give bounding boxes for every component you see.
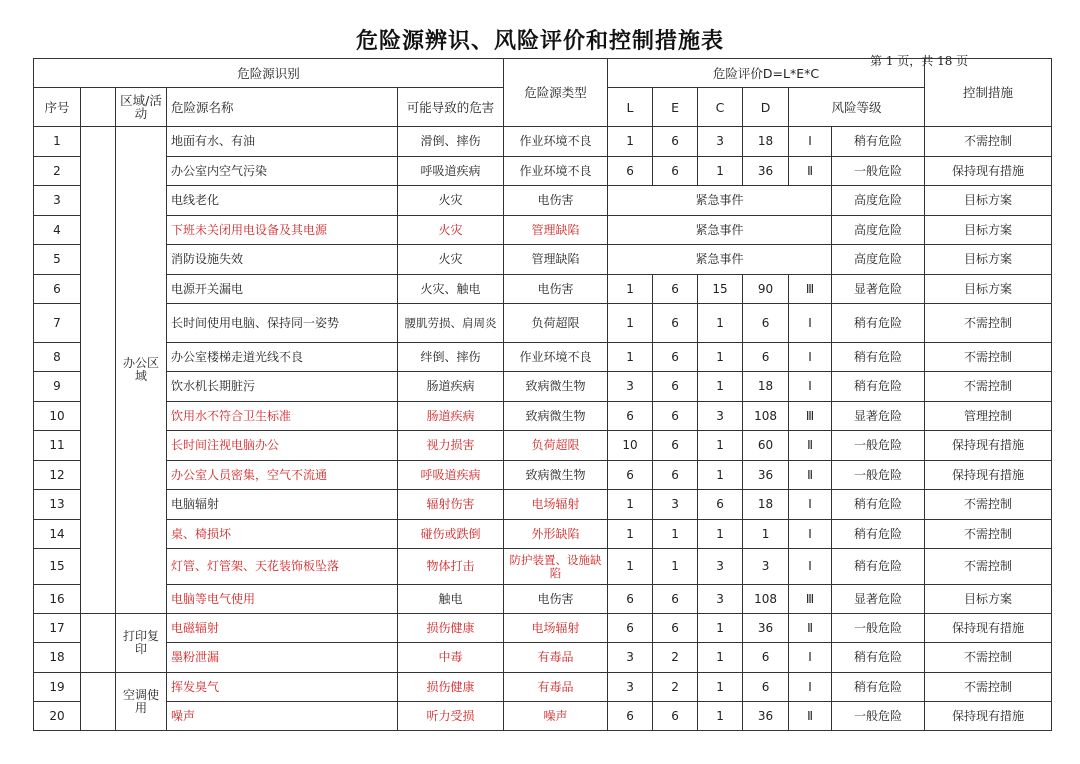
control-measure: 目标方案	[925, 216, 1052, 245]
value-E: 6	[653, 343, 698, 372]
hazard-type: 电伤害	[504, 275, 608, 304]
risk-grade: Ⅲ	[789, 585, 832, 614]
value-C: 3	[698, 549, 743, 585]
value-C: 1	[698, 461, 743, 490]
hazard-name: 办公室人员密集，空气不流通	[167, 461, 398, 490]
area-cell: 打印复印	[116, 614, 167, 673]
risk-level: 稍有危险	[832, 343, 925, 372]
table-row	[34, 372, 1052, 402]
risk-grade: Ⅰ	[789, 343, 832, 372]
row-number: 13	[34, 490, 81, 520]
value-L: 6	[608, 702, 653, 731]
value-D: 18	[743, 372, 789, 402]
value-E: 6	[653, 275, 698, 304]
risk-level: 显著危险	[832, 402, 925, 431]
risk-level: 稍有危险	[832, 372, 925, 402]
value-L: 1	[608, 275, 653, 304]
risk-grade: Ⅰ	[789, 304, 832, 343]
row-number: 16	[34, 585, 81, 614]
hazard-name: 办公室楼梯走道光线不良	[167, 343, 398, 372]
emergency-event: 紧急事件	[608, 216, 832, 245]
value-L: 3	[608, 673, 653, 702]
hazard-type: 有毒品	[504, 643, 608, 673]
value-E: 6	[653, 461, 698, 490]
value-D: 36	[743, 702, 789, 731]
risk-grade: Ⅰ	[789, 643, 832, 673]
table-row	[34, 614, 1052, 643]
row-number: 8	[34, 343, 81, 372]
value-D: 36	[743, 614, 789, 643]
value-L: 6	[608, 402, 653, 431]
area-cell: 办公区域	[116, 127, 167, 614]
header-risk-level: 风险等级	[789, 88, 925, 127]
value-C: 1	[698, 614, 743, 643]
value-D: 1	[743, 520, 789, 549]
possible-harm: 物体打击	[398, 549, 504, 585]
control-measure: 目标方案	[925, 245, 1052, 275]
value-C: 3	[698, 585, 743, 614]
risk-level: 稍有危险	[832, 127, 925, 157]
hazard-name: 饮水机长期脏污	[167, 372, 398, 402]
hazard-name: 噪声	[167, 702, 398, 731]
hazard-type: 致病微生物	[504, 372, 608, 402]
hazard-name: 灯管、灯管架、天花装饰板坠落	[167, 549, 398, 585]
control-measure: 保持现有措施	[925, 461, 1052, 490]
table-row	[34, 216, 1052, 245]
table-row	[34, 304, 1052, 343]
value-C: 1	[698, 643, 743, 673]
possible-harm: 视力损害	[398, 431, 504, 461]
value-D: 6	[743, 343, 789, 372]
value-E: 6	[653, 157, 698, 186]
control-measure: 管理控制	[925, 402, 1052, 431]
possible-harm: 损伤健康	[398, 614, 504, 643]
value-C: 1	[698, 702, 743, 731]
header-seq: 序号	[34, 88, 81, 127]
header-hazard-type: 危险源类型	[504, 59, 608, 127]
hazard-name: 电源开关漏电	[167, 275, 398, 304]
hazard-type: 作业环境不良	[504, 157, 608, 186]
hazard-name: 电脑辐射	[167, 490, 398, 520]
row-number: 11	[34, 431, 81, 461]
value-C: 1	[698, 673, 743, 702]
hazard-name: 挥发臭气	[167, 673, 398, 702]
row-number: 2	[34, 157, 81, 186]
risk-grade: Ⅱ	[789, 614, 832, 643]
risk-level: 稍有危险	[832, 643, 925, 673]
table-row	[34, 549, 1052, 585]
value-C: 1	[698, 157, 743, 186]
possible-harm: 绊倒、摔伤	[398, 343, 504, 372]
header-control-measures: 控制措施	[925, 59, 1052, 127]
control-measure: 保持现有措施	[925, 431, 1052, 461]
value-E: 6	[653, 431, 698, 461]
value-D: 6	[743, 304, 789, 343]
hazard-name: 办公室内空气污染	[167, 157, 398, 186]
hazard-type: 负荷超限	[504, 304, 608, 343]
hazard-type: 防护装置、设施缺陷	[504, 549, 608, 585]
hazard-type: 管理缺陷	[504, 216, 608, 245]
risk-level: 高度危险	[832, 216, 925, 245]
value-L: 1	[608, 520, 653, 549]
hazard-name: 电磁辐射	[167, 614, 398, 643]
value-C: 15	[698, 275, 743, 304]
value-L: 6	[608, 157, 653, 186]
row-number: 10	[34, 402, 81, 431]
value-D: 108	[743, 585, 789, 614]
risk-grade: Ⅰ	[789, 372, 832, 402]
value-C: 1	[698, 431, 743, 461]
possible-harm: 呼吸道疾病	[398, 157, 504, 186]
row-number: 9	[34, 372, 81, 402]
possible-harm: 腰肌劳损、肩周炎	[398, 304, 504, 343]
value-C: 1	[698, 343, 743, 372]
emergency-event: 紧急事件	[608, 245, 832, 275]
row-number: 3	[34, 186, 81, 216]
value-L: 1	[608, 549, 653, 585]
table-body	[34, 127, 1052, 731]
control-measure: 保持现有措施	[925, 702, 1052, 731]
value-C: 3	[698, 127, 743, 157]
value-E: 1	[653, 520, 698, 549]
value-E: 3	[653, 490, 698, 520]
value-C: 6	[698, 490, 743, 520]
control-measure: 保持现有措施	[925, 157, 1052, 186]
possible-harm: 火灾	[398, 245, 504, 275]
value-C: 1	[698, 372, 743, 402]
hazard-name: 长时间使用电脑、保持同一姿势	[167, 304, 398, 343]
row-number: 7	[34, 304, 81, 343]
header-hazard-identification: 危险源识别	[34, 59, 504, 88]
header-possible-harm: 可能导致的危害	[398, 88, 504, 127]
hazard-name: 电线老化	[167, 186, 398, 216]
header-hazard-name: 危险源名称	[167, 88, 398, 127]
hazard-name: 饮用水不符合卫生标准	[167, 402, 398, 431]
blank-cell	[81, 673, 116, 731]
row-number: 4	[34, 216, 81, 245]
possible-harm: 滑倒、摔伤	[398, 127, 504, 157]
value-D: 60	[743, 431, 789, 461]
page-title: 危险源辨识、风险评价和控制措施表	[355, 28, 724, 54]
value-E: 1	[653, 549, 698, 585]
value-D: 18	[743, 127, 789, 157]
table-row	[34, 343, 1052, 372]
row-number: 19	[34, 673, 81, 702]
hazard-type: 电伤害	[504, 585, 608, 614]
header-D: D	[743, 88, 789, 127]
possible-harm: 火灾	[398, 186, 504, 216]
value-L: 1	[608, 490, 653, 520]
risk-level: 高度危险	[832, 245, 925, 275]
risk-level: 稍有危险	[832, 304, 925, 343]
hazard-type: 致病微生物	[504, 461, 608, 490]
area-cell: 空调使用	[116, 673, 167, 731]
control-measure: 目标方案	[925, 585, 1052, 614]
possible-harm: 碰伤或跌倒	[398, 520, 504, 549]
possible-harm: 听力受损	[398, 702, 504, 731]
control-measure: 不需控制	[925, 343, 1052, 372]
possible-harm: 触电	[398, 585, 504, 614]
value-C: 1	[698, 520, 743, 549]
blank-cell	[81, 127, 116, 614]
page-number: 第 1 页，共 18 页	[870, 54, 969, 68]
value-L: 1	[608, 343, 653, 372]
hazard-type: 电伤害	[504, 186, 608, 216]
control-measure: 不需控制	[925, 304, 1052, 343]
risk-level: 显著危险	[832, 275, 925, 304]
table-row	[34, 490, 1052, 520]
header-E: E	[653, 88, 698, 127]
value-E: 6	[653, 402, 698, 431]
hazard-name: 桌、椅损坏	[167, 520, 398, 549]
value-E: 6	[653, 614, 698, 643]
emergency-event: 紧急事件	[608, 186, 832, 216]
hazard-name: 墨粉泄漏	[167, 643, 398, 673]
possible-harm: 损伤健康	[398, 673, 504, 702]
hazard-type: 管理缺陷	[504, 245, 608, 275]
control-measure: 不需控制	[925, 549, 1052, 585]
blank-cell	[81, 614, 116, 673]
hazard-name: 长时间注视电脑办公	[167, 431, 398, 461]
table-row	[34, 702, 1052, 731]
control-measure: 不需控制	[925, 673, 1052, 702]
control-measure: 不需控制	[925, 127, 1052, 157]
risk-grade: Ⅰ	[789, 490, 832, 520]
risk-table	[33, 58, 1052, 731]
risk-level: 一般危险	[832, 431, 925, 461]
table-row	[34, 275, 1052, 304]
table-row	[34, 431, 1052, 461]
hazard-name: 电脑等电气使用	[167, 585, 398, 614]
risk-grade: Ⅱ	[789, 431, 832, 461]
row-number: 5	[34, 245, 81, 275]
hazard-type: 外形缺陷	[504, 520, 608, 549]
control-measure: 不需控制	[925, 643, 1052, 673]
row-number: 18	[34, 643, 81, 673]
control-measure: 目标方案	[925, 275, 1052, 304]
risk-grade: Ⅰ	[789, 127, 832, 157]
table-row	[34, 585, 1052, 614]
value-L: 3	[608, 372, 653, 402]
risk-grade: Ⅱ	[789, 702, 832, 731]
value-L: 3	[608, 643, 653, 673]
possible-harm: 肠道疾病	[398, 402, 504, 431]
risk-grade: Ⅲ	[789, 275, 832, 304]
row-number: 20	[34, 702, 81, 731]
risk-grade: Ⅰ	[789, 520, 832, 549]
row-number: 1	[34, 127, 81, 157]
control-measure: 保持现有措施	[925, 614, 1052, 643]
value-E: 6	[653, 304, 698, 343]
control-measure: 不需控制	[925, 372, 1052, 402]
risk-level: 一般危险	[832, 702, 925, 731]
risk-grade: Ⅰ	[789, 673, 832, 702]
risk-grade: Ⅰ	[789, 549, 832, 585]
value-E: 2	[653, 643, 698, 673]
hazard-type: 电场辐射	[504, 614, 608, 643]
value-L: 6	[608, 461, 653, 490]
value-L: 1	[608, 127, 653, 157]
table-row	[34, 520, 1052, 549]
value-D: 108	[743, 402, 789, 431]
risk-level: 稍有危险	[832, 549, 925, 585]
value-L: 10	[608, 431, 653, 461]
value-L: 1	[608, 304, 653, 343]
risk-level: 一般危险	[832, 614, 925, 643]
possible-harm: 火灾、触电	[398, 275, 504, 304]
risk-grade: Ⅲ	[789, 402, 832, 431]
value-E: 6	[653, 372, 698, 402]
possible-harm: 肠道疾病	[398, 372, 504, 402]
value-C: 1	[698, 304, 743, 343]
possible-harm: 火灾	[398, 216, 504, 245]
hazard-type: 作业环境不良	[504, 127, 608, 157]
possible-harm: 呼吸道疾病	[398, 461, 504, 490]
table-row	[34, 643, 1052, 673]
value-E: 2	[653, 673, 698, 702]
header-risk-evaluation: 危险评价D=L*E*C	[608, 59, 925, 88]
value-D: 90	[743, 275, 789, 304]
risk-level: 稍有危险	[832, 673, 925, 702]
risk-level: 高度危险	[832, 186, 925, 216]
risk-grade: Ⅱ	[789, 157, 832, 186]
value-D: 6	[743, 673, 789, 702]
value-D: 18	[743, 490, 789, 520]
hazard-type: 电场辐射	[504, 490, 608, 520]
hazard-type: 噪声	[504, 702, 608, 731]
risk-grade: Ⅱ	[789, 461, 832, 490]
value-E: 6	[653, 127, 698, 157]
table-row	[34, 186, 1052, 216]
possible-harm: 中毒	[398, 643, 504, 673]
possible-harm: 辐射伤害	[398, 490, 504, 520]
hazard-type: 负荷超限	[504, 431, 608, 461]
value-D: 6	[743, 643, 789, 673]
value-D: 3	[743, 549, 789, 585]
header-C: C	[698, 88, 743, 127]
risk-level: 一般危险	[832, 157, 925, 186]
value-L: 6	[608, 585, 653, 614]
table-row	[34, 157, 1052, 186]
risk-level: 稍有危险	[832, 520, 925, 549]
risk-level: 稍有危险	[832, 490, 925, 520]
value-E: 6	[653, 585, 698, 614]
value-D: 36	[743, 157, 789, 186]
hazard-type: 致病微生物	[504, 402, 608, 431]
table-row	[34, 402, 1052, 431]
hazard-name: 消防设施失效	[167, 245, 398, 275]
control-measure: 不需控制	[925, 520, 1052, 549]
value-D: 36	[743, 461, 789, 490]
hazard-type: 有毒品	[504, 673, 608, 702]
header-blank	[81, 88, 116, 127]
control-measure: 目标方案	[925, 186, 1052, 216]
hazard-type: 作业环境不良	[504, 343, 608, 372]
value-E: 6	[653, 702, 698, 731]
row-number: 15	[34, 549, 81, 585]
table-row	[34, 245, 1052, 275]
value-C: 3	[698, 402, 743, 431]
hazard-name: 下班未关闭用电设备及其电源	[167, 216, 398, 245]
control-measure: 不需控制	[925, 490, 1052, 520]
table-row	[34, 461, 1052, 490]
value-L: 6	[608, 614, 653, 643]
risk-level: 一般危险	[832, 461, 925, 490]
row-number: 12	[34, 461, 81, 490]
row-number: 17	[34, 614, 81, 643]
risk-level: 显著危险	[832, 585, 925, 614]
header-area: 区域/活动	[116, 88, 167, 127]
table-row	[34, 673, 1052, 702]
hazard-name: 地面有水、有油	[167, 127, 398, 157]
row-number: 14	[34, 520, 81, 549]
table-row	[34, 127, 1052, 157]
header-L: L	[608, 88, 653, 127]
row-number: 6	[34, 275, 81, 304]
